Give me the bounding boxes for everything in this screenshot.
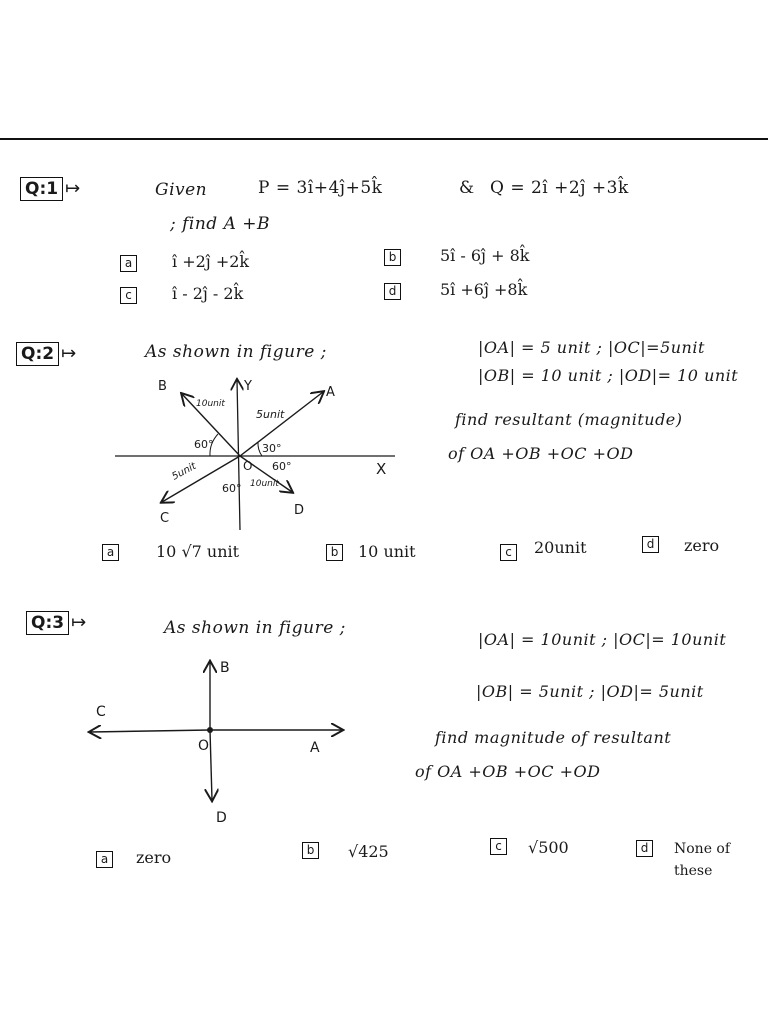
q1-option-b-box[interactable]: b: [384, 249, 401, 266]
q1-find: ; find A +B: [170, 214, 271, 234]
q2-vec-label-od: 10unit: [250, 479, 279, 489]
q3-option-d-text: None of these: [674, 841, 731, 879]
q2-figure: [110, 370, 410, 530]
q3-option-a-text: zero: [136, 848, 172, 867]
q2-option-c-text: 20unit: [534, 538, 587, 557]
q2-label-o: O: [243, 459, 253, 473]
q1-label: Q:1: [20, 177, 63, 201]
q2-label-x: X: [376, 460, 387, 478]
q2-label-y: Y: [244, 379, 252, 394]
q3-mag-line1: |OA| = 10unit ; |OC|= 10unit: [478, 630, 727, 649]
q1-given-word: Given: [155, 180, 208, 200]
q3-arrow-icon: ↦: [71, 612, 87, 633]
q3-label-a: A: [310, 740, 320, 756]
q2-label: Q:2: [16, 342, 59, 366]
top-divider: [0, 138, 768, 140]
q3-vector-od: [210, 730, 212, 800]
q2-option-c-box[interactable]: c: [500, 544, 517, 561]
q3-vector-oc: [90, 730, 210, 732]
q2-label-a: A: [326, 385, 335, 400]
q3-find-line1: find magnitude of resultant: [435, 728, 672, 747]
q2-arrow-icon: ↦: [61, 343, 77, 364]
q3-origin-dot: [207, 727, 213, 733]
q3-option-c-box[interactable]: c: [490, 838, 507, 855]
q2-angle-1: 60°: [194, 438, 214, 451]
q2-mag-line2: |OB| = 10 unit ; |OD|= 10 unit: [478, 366, 739, 385]
q3-label-o: O: [198, 738, 210, 754]
q2-option-b-box[interactable]: b: [326, 544, 343, 561]
q3-label: Q:3: [26, 611, 69, 635]
q1-given-p: P = 3î+4ĵ+5k̂: [258, 178, 383, 198]
q2-find-line2: of OA +OB +OC +OD: [448, 444, 634, 463]
q3-option-b-text: √425: [348, 842, 389, 861]
q2-option-d-box[interactable]: d: [642, 536, 659, 553]
q2-find-line1: find resultant (magnitude): [455, 410, 683, 429]
q3-option-c-text: √500: [528, 838, 569, 857]
q2-label-group: [16, 343, 76, 364]
q2-label-c: C: [160, 511, 170, 526]
q2-vec-label-ob: 10unit: [196, 399, 225, 409]
q3-option-b-box[interactable]: b: [302, 842, 319, 859]
q2-option-a-text: 10 √7 unit: [156, 542, 240, 561]
q1-option-a-box[interactable]: a: [120, 255, 137, 272]
q2-label-d: D: [294, 503, 305, 518]
q3-label-c: C: [96, 704, 106, 720]
q2-vec-label-oc: 5unit: [170, 460, 199, 483]
q2-vector-oa: [240, 392, 323, 456]
q3-label-d: D: [216, 810, 227, 826]
q3-figure: [80, 650, 360, 830]
q3-label-b: B: [220, 660, 230, 676]
q1-option-c-box[interactable]: c: [120, 287, 137, 304]
q2-label-b: B: [158, 379, 167, 394]
q3-label-group: [26, 612, 86, 633]
q3-option-a-box[interactable]: a: [96, 851, 113, 868]
q2-angle-2: 30°: [262, 442, 282, 455]
q2-angle-3: 60°: [272, 460, 292, 473]
q2-option-b-text: 10 unit: [358, 542, 416, 561]
q3-find-line2: of OA +OB +OC +OD: [415, 762, 601, 781]
q1-given-q: Q = 2î +2ĵ +3k̂: [490, 178, 629, 198]
q1-option-a-text: î +2ĵ +2k̂: [172, 252, 250, 271]
q2-option-d-text: zero: [684, 536, 720, 555]
q2-prompt: As shown in figure ;: [145, 342, 327, 362]
q3-mag-line2: |OB| = 5unit ; |OD|= 5unit: [476, 682, 704, 701]
q1-label-group: [20, 178, 80, 199]
q2-vec-label-oa: 5unit: [256, 408, 285, 421]
q3-prompt: As shown in figure ;: [164, 618, 346, 638]
q1-option-d-text: 5î +6ĵ +8k̂: [440, 280, 528, 299]
q1-arrow-icon: ↦: [65, 178, 81, 199]
q1-and-sign: &: [459, 178, 475, 198]
q3-option-d-box[interactable]: d: [636, 840, 653, 857]
q2-mag-line1: |OA| = 5 unit ; |OC|=5unit: [478, 338, 705, 357]
q2-angle-4: 60°: [222, 482, 242, 495]
q1-option-d-box[interactable]: d: [384, 283, 401, 300]
q1-option-b-text: 5î - 6ĵ + 8k̂: [440, 246, 530, 265]
q1-option-c-text: î - 2ĵ - 2k̂: [172, 284, 244, 303]
q2-option-a-box[interactable]: a: [102, 544, 119, 561]
